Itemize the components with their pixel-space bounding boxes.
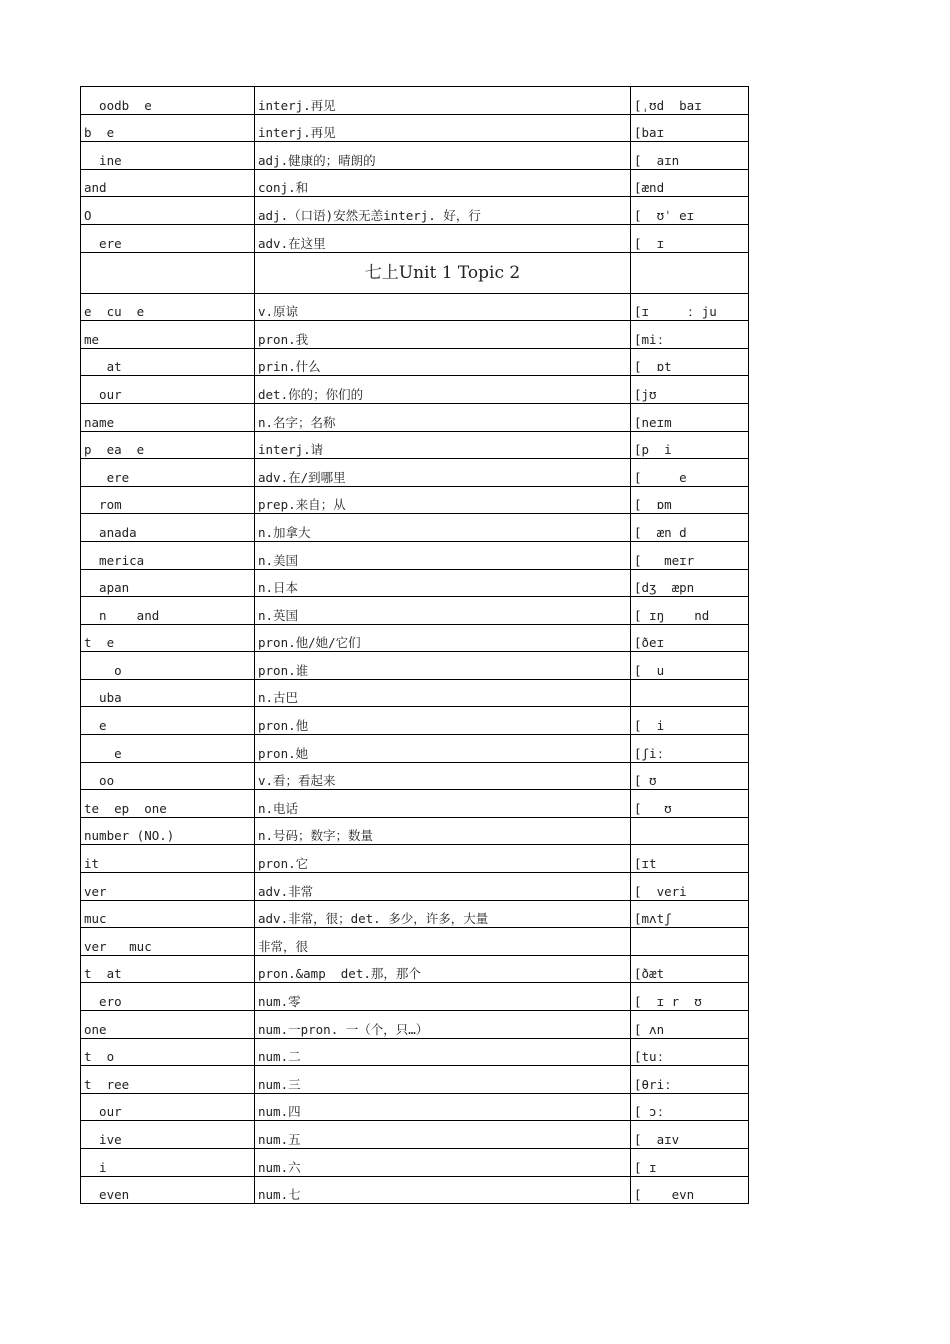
word-cell: oo [81,762,255,790]
vocabulary-sheet [80,86,748,1204]
meaning-cell: n.英国 [255,597,631,625]
word-cell: te ep one [81,790,255,818]
table-row [81,679,749,707]
phonetic-cell: [p i [631,431,749,459]
table-row [81,735,749,763]
table-row [81,403,749,431]
phonetic-cell: [tuː [631,1038,749,1066]
meaning-cell: n.古巴 [255,679,631,707]
table-row [81,293,749,321]
word-cell: ive [81,1121,255,1149]
phonetic-cell: [ænd [631,169,749,197]
meaning-cell: interj.再见 [255,87,631,115]
table-row [81,845,749,873]
phonetic-cell: [ʃiː [631,735,749,763]
meaning-cell: n.名字；名称 [255,403,631,431]
meaning-cell: prep.来自；从 [255,486,631,514]
table-row [81,459,749,487]
meaning-cell: n.日本 [255,569,631,597]
table-row [81,652,749,680]
phonetic-cell: [ðæt [631,955,749,983]
phonetic-cell: [ i [631,707,749,735]
word-cell: t o [81,1038,255,1066]
section-title-row [81,252,749,293]
table-row [81,169,749,197]
word-cell: ine [81,142,255,170]
word-cell: anada [81,514,255,542]
phonetic-cell: [ ɪ [631,224,749,252]
table-row [81,224,749,252]
meaning-cell: pron.它 [255,845,631,873]
phonetic-cell: [ɪ ː ju [631,293,749,321]
table-row [81,87,749,115]
word-cell: rom [81,486,255,514]
meaning-cell: n.美国 [255,541,631,569]
meaning-cell: adv.在这里 [255,224,631,252]
meaning-cell: num.七 [255,1176,631,1204]
vocabulary-rows-topic1 [81,87,749,253]
phonetic-cell: [ ɔː [631,1093,749,1121]
phonetic-cell [631,679,749,707]
word-cell: one [81,1011,255,1039]
word-cell: t at [81,955,255,983]
meaning-cell: num.零 [255,983,631,1011]
table-row [81,1066,749,1094]
table-row [81,597,749,625]
table-row [81,624,749,652]
phonetic-cell: [dʒ æpn [631,569,749,597]
word-cell: ver [81,873,255,901]
phonetic-cell: [ evn [631,1176,749,1204]
meaning-cell: num.一pron. 一（个，只…） [255,1011,631,1039]
table-row [81,762,749,790]
table-row [81,1093,749,1121]
phonetic-cell: [mʌtʃ [631,900,749,928]
section-title: 七上Unit 1 Topic 2 [255,252,631,293]
word-cell: number (NO.) [81,817,255,845]
phonetic-cell: [θriː [631,1066,749,1094]
table-row [81,142,749,170]
meaning-cell: n.电话 [255,790,631,818]
meaning-cell: interj.请 [255,431,631,459]
phonetic-cell: [ veri [631,873,749,901]
phonetic-cell [631,928,749,956]
phonetic-cell: [ðeɪ [631,624,749,652]
meaning-cell: v.原谅 [255,293,631,321]
phonetic-cell: [ u [631,652,749,680]
table-row [81,1011,749,1039]
table-row [81,321,749,349]
table-row [81,114,749,142]
table-row [81,431,749,459]
vocabulary-table [80,86,749,1204]
word-cell: b e [81,114,255,142]
word-cell: our [81,1093,255,1121]
meaning-cell: num.五 [255,1121,631,1149]
word-cell: t ree [81,1066,255,1094]
phonetic-cell: [neɪm [631,403,749,431]
word-cell: p ea e [81,431,255,459]
meaning-cell: pron.&amp det.那，那个 [255,955,631,983]
phonetic-cell: [miː [631,321,749,349]
phonetic-cell: [ aɪv [631,1121,749,1149]
phonetic-cell: [baɪ [631,114,749,142]
phonetic-cell: [ ʊˈ eɪ [631,197,749,225]
word-cell: t e [81,624,255,652]
phonetic-cell: [ ɪŋ nd [631,597,749,625]
meaning-cell: interj.再见 [255,114,631,142]
table-row [81,197,749,225]
phonetic-cell: [ ɒm [631,486,749,514]
table-row [81,707,749,735]
word-cell: our [81,376,255,404]
phonetic-cell: [ e [631,459,749,487]
phonetic-cell: [ meɪr [631,541,749,569]
phonetic-cell: [ ʊ [631,790,749,818]
meaning-cell: prin.什么 [255,348,631,376]
word-cell: muc [81,900,255,928]
meaning-cell: adj.（口语)安然无恙interj. 好，行 [255,197,631,225]
vocabulary-rows-topic2 [81,293,749,1204]
table-row [81,514,749,542]
meaning-cell: 非常，很 [255,928,631,956]
meaning-cell: adv.非常 [255,873,631,901]
phonetic-cell: [ ʌn [631,1011,749,1039]
word-cell: at [81,348,255,376]
word-cell: ere [81,459,255,487]
word-cell: apan [81,569,255,597]
word-cell: e cu e [81,293,255,321]
table-row [81,790,749,818]
word-cell: ver muc [81,928,255,956]
meaning-cell: det.你的；你们的 [255,376,631,404]
word-cell: ere [81,224,255,252]
table-row [81,1038,749,1066]
word-cell: e [81,707,255,735]
word-cell: o [81,652,255,680]
meaning-cell: num.二 [255,1038,631,1066]
word-cell: i [81,1148,255,1176]
table-row [81,900,749,928]
word-cell: O [81,197,255,225]
table-row [81,376,749,404]
phonetic-cell: [ aɪn [631,142,749,170]
word-cell: me [81,321,255,349]
meaning-cell: n.号码；数字；数量 [255,817,631,845]
table-row [81,873,749,901]
phonetic-cell: [ ɒt [631,348,749,376]
meaning-cell: pron.我 [255,321,631,349]
table-row [81,348,749,376]
table-row [81,983,749,1011]
word-cell: it [81,845,255,873]
title-right-blank [631,252,749,293]
word-cell: ero [81,983,255,1011]
phonetic-cell: [ˌʊd baɪ [631,87,749,115]
table-row [81,486,749,514]
title-left-blank [81,252,255,293]
word-cell: n and [81,597,255,625]
table-row [81,1176,749,1204]
word-cell: and [81,169,255,197]
phonetic-cell: [ æn d [631,514,749,542]
meaning-cell: num.四 [255,1093,631,1121]
word-cell: merica [81,541,255,569]
meaning-cell: pron.他/她/它们 [255,624,631,652]
table-row [81,1121,749,1149]
phonetic-cell [631,817,749,845]
meaning-cell: v.看；看起来 [255,762,631,790]
phonetic-cell: [ ʊ [631,762,749,790]
phonetic-cell: [ ɪ r ʊ [631,983,749,1011]
word-cell: e [81,735,255,763]
word-cell: oodb e [81,87,255,115]
word-cell: name [81,403,255,431]
meaning-cell: adj.健康的；晴朗的 [255,142,631,170]
meaning-cell: pron.他 [255,707,631,735]
word-cell: even [81,1176,255,1204]
table-row [81,569,749,597]
table-row [81,928,749,956]
phonetic-cell: [jʊ [631,376,749,404]
meaning-cell: n.加拿大 [255,514,631,542]
phonetic-cell: [ɪt [631,845,749,873]
table-row [81,1148,749,1176]
phonetic-cell: [ ɪ [631,1148,749,1176]
meaning-cell: adv.非常，很；det. 多少，许多，大量 [255,900,631,928]
table-row [81,541,749,569]
table-row [81,817,749,845]
word-cell: uba [81,679,255,707]
meaning-cell: num.三 [255,1066,631,1094]
table-row [81,955,749,983]
meaning-cell: num.六 [255,1148,631,1176]
section-header [81,252,749,293]
meaning-cell: conj.和 [255,169,631,197]
meaning-cell: pron.谁 [255,652,631,680]
meaning-cell: pron.她 [255,735,631,763]
meaning-cell: adv.在/到哪里 [255,459,631,487]
